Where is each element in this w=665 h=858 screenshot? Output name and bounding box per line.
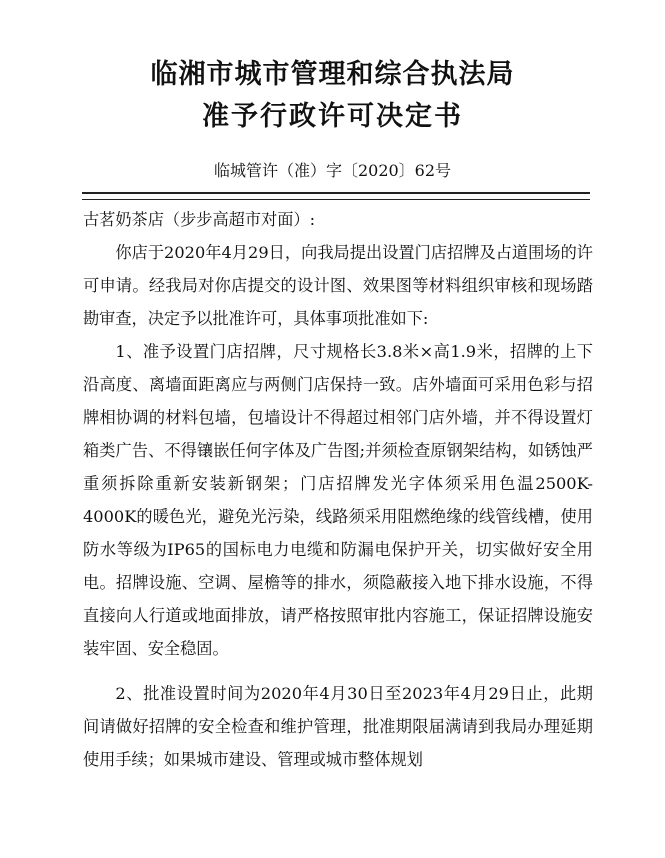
document-body	[83, 203, 593, 776]
header-divider-thick	[82, 192, 590, 194]
addressee: 古茗奶茶店（步步高超市对面）:	[83, 210, 316, 229]
document-title: 准予行政许可决定书	[202, 101, 463, 132]
header-divider-thin	[82, 199, 590, 200]
agency-title: 临湘市城市管理和综合执法局	[150, 59, 515, 90]
item-2-paragraph: 2、批准设置时间为2020年4月30日至2023年4月29日止，此期间请做好招牌的安全检查和维护管理，批准期限届满请到我局办理延期使用手续；如果城市建设、管理或城市整体规划	[83, 684, 593, 769]
document-number: 临城管许（准）字〔2020〕62号	[213, 161, 452, 180]
intro-paragraph: 你店于2020年4月29日，向我局提出设置门店招牌及占道围场的许可申请。经我局对你店提交的设计图、效果图等材料组织审核和现场踏勘审查，决定予以批准许可，具体事项批准如下:	[83, 243, 593, 328]
item-1-paragraph: 1、准予设置门店招牌，尺寸规格长3.8米×高1.9米，招牌的上下沿高度、离墙面距离应与两侧门店保持一致。店外墙面可采用色彩与招牌相协调的材料包墙，包墙设计不得超过相邻门店外墙，并不得设置灯箱类广告、不得镶嵌任何字体及广告图;并须检查原钢架结构，如锈蚀严重须拆除重新安装新钢架；门店招牌发光字体须采用色温2500K-4000K的暖色光，避免光污染，线路须采用阻燃绝缘的线管线槽，使用防水等级为IP65的国标电力电缆和防漏电保护开关，切实做好安全用电。招牌设施、空调、屋檐等的排水，须隐蔽接入地下排水设施，不得直接向人行道或地面排放，请严格按照审批内容施工，保证招牌设施安装牢固、安全稳固。	[83, 342, 593, 658]
